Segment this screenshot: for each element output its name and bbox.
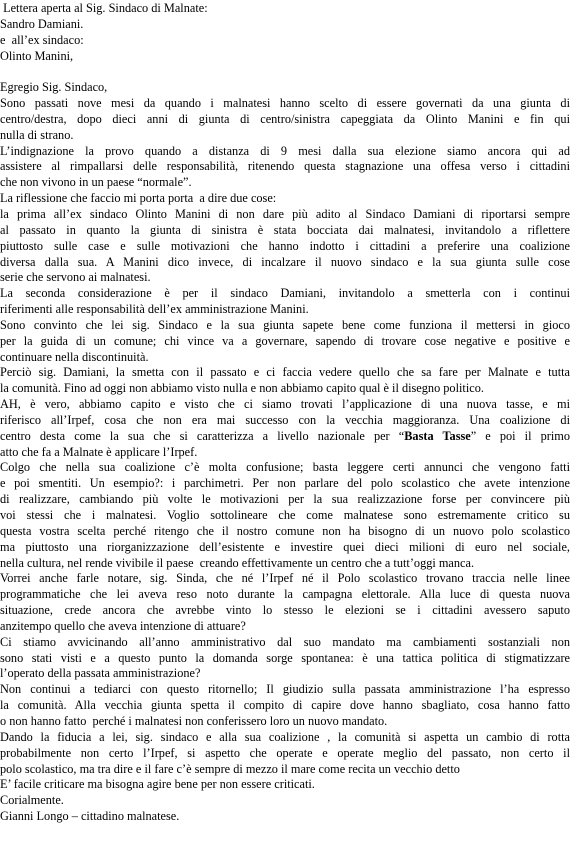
body-line: centro/destra, dopo dieci anni di giunta di centro/sinistra capeggiata da Olinto Manini e fin qui xyxy=(0,111,570,126)
body-line: piuttosto sulle case e sulle motivazioni che hanno indotto i cittadini a preferire una coalizione xyxy=(0,238,570,253)
body-line: Gianni Longo – cittadino malnatese. xyxy=(0,809,180,824)
body-line: Sono passati nove mesi da quando i malnatesi hanno scelto di essere governati da una giunta di xyxy=(0,96,570,111)
header-line: Olinto Manini, xyxy=(0,48,74,63)
blank-line xyxy=(0,64,570,80)
body-line: la comunità. Alla vecchia giunta spetta il compito di capire dove hanno sbagliato, cosa hanno fatto xyxy=(0,698,570,713)
body-line: AH, è vero, abbiamo capito e visto che ci siamo trovati l’applicazione di una nuova tasse, e mi xyxy=(0,397,570,412)
letter-header xyxy=(0,1,570,64)
body-line: E’ facile criticare ma bisogna agire bene per non essere criticati. xyxy=(0,777,315,792)
body-line: voi stessi che i malnatesi. Voglio sottolineare che come malnatese sono estremamente critico su xyxy=(0,508,570,522)
body-line: o non hanno fatto perché i malnatesi non conferissero loro un nuovo mandato. xyxy=(0,713,388,728)
body-line: situazione, crede ancora che avrebbe vinto lo stesso le elezioni se i cittadini avessero saputo xyxy=(0,603,570,618)
body-line: per la guida di un comune; chi vince va a governare, sapendo di trovare cose negative e positive e xyxy=(0,333,570,348)
body-line: la comunità. Fino ad oggi non abbiamo visto nulla e non abbiamo capito qual è il disegno politico. xyxy=(0,381,484,396)
basta-tasse-text: Basta Tasse xyxy=(404,428,471,443)
body-line: al passato in quanto la giunta di sinistra è stata bocciata dai malnatesi, invitandolo a riflettere xyxy=(0,222,570,237)
body-line: questa vostra scelta perché ritengo che il nostro comune non ha bisogno di un nuovo polo scolastico xyxy=(0,523,570,538)
body-line: Dando la fiducia a lei, sig. sindaco e alla sua coalizione , la comunità si aspetta un cambio di rotta xyxy=(0,729,570,744)
bold-line-after: ” e poi il primo xyxy=(470,428,570,443)
body-line: Sono convinto che lei sig. Sindaco e la sua giunta sapete bene come funziona il mettersi in gioco xyxy=(0,317,570,332)
body-line: e poi smentiti. Un esempio?: i parchimetri. Per non parlare del polo scolastico che avete intenzione xyxy=(0,476,570,491)
letter-body xyxy=(0,96,570,429)
body-line: anzitempo quello che aveva intenzione di attuare? xyxy=(0,618,246,633)
header-line: Lettera aperta al Sig. Sindaco di Malnate: xyxy=(0,1,208,15)
body-line: serie che servono ai malnatesi. xyxy=(0,270,151,285)
body-line: programmatiche che lei aveva reso noto durante la campagna elettorale. Alla luce di questa nuova xyxy=(0,587,570,602)
body-line: nella cultura, nel rende vivibile il paese creando effettivamente un centro che a tutt’oggi manca. xyxy=(0,555,475,570)
body-line: che non vivono in un paese “normale”. xyxy=(0,175,192,190)
body-line: Ci stiamo avvicinando all’anno amministrativo dal suo mandato ma cambiamenti sostanziali non xyxy=(0,634,570,649)
body-line: sono stati visti e a questo punto la domanda sorge spontanea: è una tattica politica di stigmatizzare xyxy=(0,650,570,665)
body-line: atto che fa a Malnate è applicare l’Irpef. xyxy=(0,444,198,459)
body-line: Colgo che nella sua coalizione c’è molta confusione; basta leggere certi annunci che vengono fatti xyxy=(0,460,570,475)
body-line: Perciò sig. Damiani, la smetta con il passato e ci faccia vedere quello che sa fare per Malnate e tutta xyxy=(0,365,570,380)
letter-body-continued xyxy=(0,445,570,825)
body-line: probabilmente non certo l’Irpef, si aspetto che operate e operate meglio del passato, non certo il xyxy=(0,745,570,760)
body-line-bold xyxy=(0,429,570,445)
header-line: Sandro Damiani. xyxy=(0,16,84,31)
bold-line-before: centro desta come la sua che si caratterizza a livello nazionale per “ xyxy=(0,428,405,443)
body-line: ma piuttosto una riorganizzazione dell’esistente e investire quei dieci milioni di euro nel sociale, xyxy=(0,539,570,554)
body-line: Corialmente. xyxy=(0,793,64,808)
body-line: La riflessione che faccio mi porta porta a dire due cose: xyxy=(0,191,277,206)
body-line: La seconda considerazione è per il sindaco Damiani, invitandolo a smetterla con i continui xyxy=(0,286,570,301)
body-line: l’operato della passata amministrazione? xyxy=(0,666,201,681)
body-line: Vorrei anche farle notare, sig. Sinda, che né l’Irpef né il Polo scolastico trovano traccia nelle linee xyxy=(0,571,570,586)
body-line: riferimenti alle responsabilità dell’ex amministrazione Manini. xyxy=(0,302,309,317)
salutation: Egregio Sig. Sindaco, xyxy=(0,80,108,95)
body-line: di realizzare, cambiando più volte le motivazioni per la sua realizzazione forse per convincere più xyxy=(0,492,570,507)
body-line: L’indignazione la provo quando a distanza di 9 mesi dalla sua elezione siamo ancora qui ad xyxy=(0,143,570,158)
body-line: riferisco all’Irpef, cosa che non era mai successo con la vecchia maggioranza. Una coalizione di xyxy=(0,412,570,427)
body-line: nulla di strano. xyxy=(0,127,74,142)
header-line: e all’ex sindaco: xyxy=(0,32,84,47)
body-line: la prima all’ex sindaco Olinto Manini di non dare più adito al Sindaco Damiani di riportarsi sempre xyxy=(0,206,570,221)
body-line: Non continui a tediarci con questo ritornello; Il giudizio sulla passata amministrazione l’ha espresso xyxy=(0,682,570,697)
body-line: diversa dalla sua. A Manini dico invece, di incalzare il nuovo sindaco e la sua giunta sulle cose xyxy=(0,254,570,269)
body-line: polo scolastico, ma tra dire e il fare c’è sempre di mezzo il mare come recita un vecchio detto xyxy=(0,761,460,776)
body-line: continuare nella discontinuità. xyxy=(0,349,149,364)
body-line: assistere al rimpallarsi delle responsabilità, ritenendo questa stagnazione una offesa verso i cittadini xyxy=(0,159,570,174)
